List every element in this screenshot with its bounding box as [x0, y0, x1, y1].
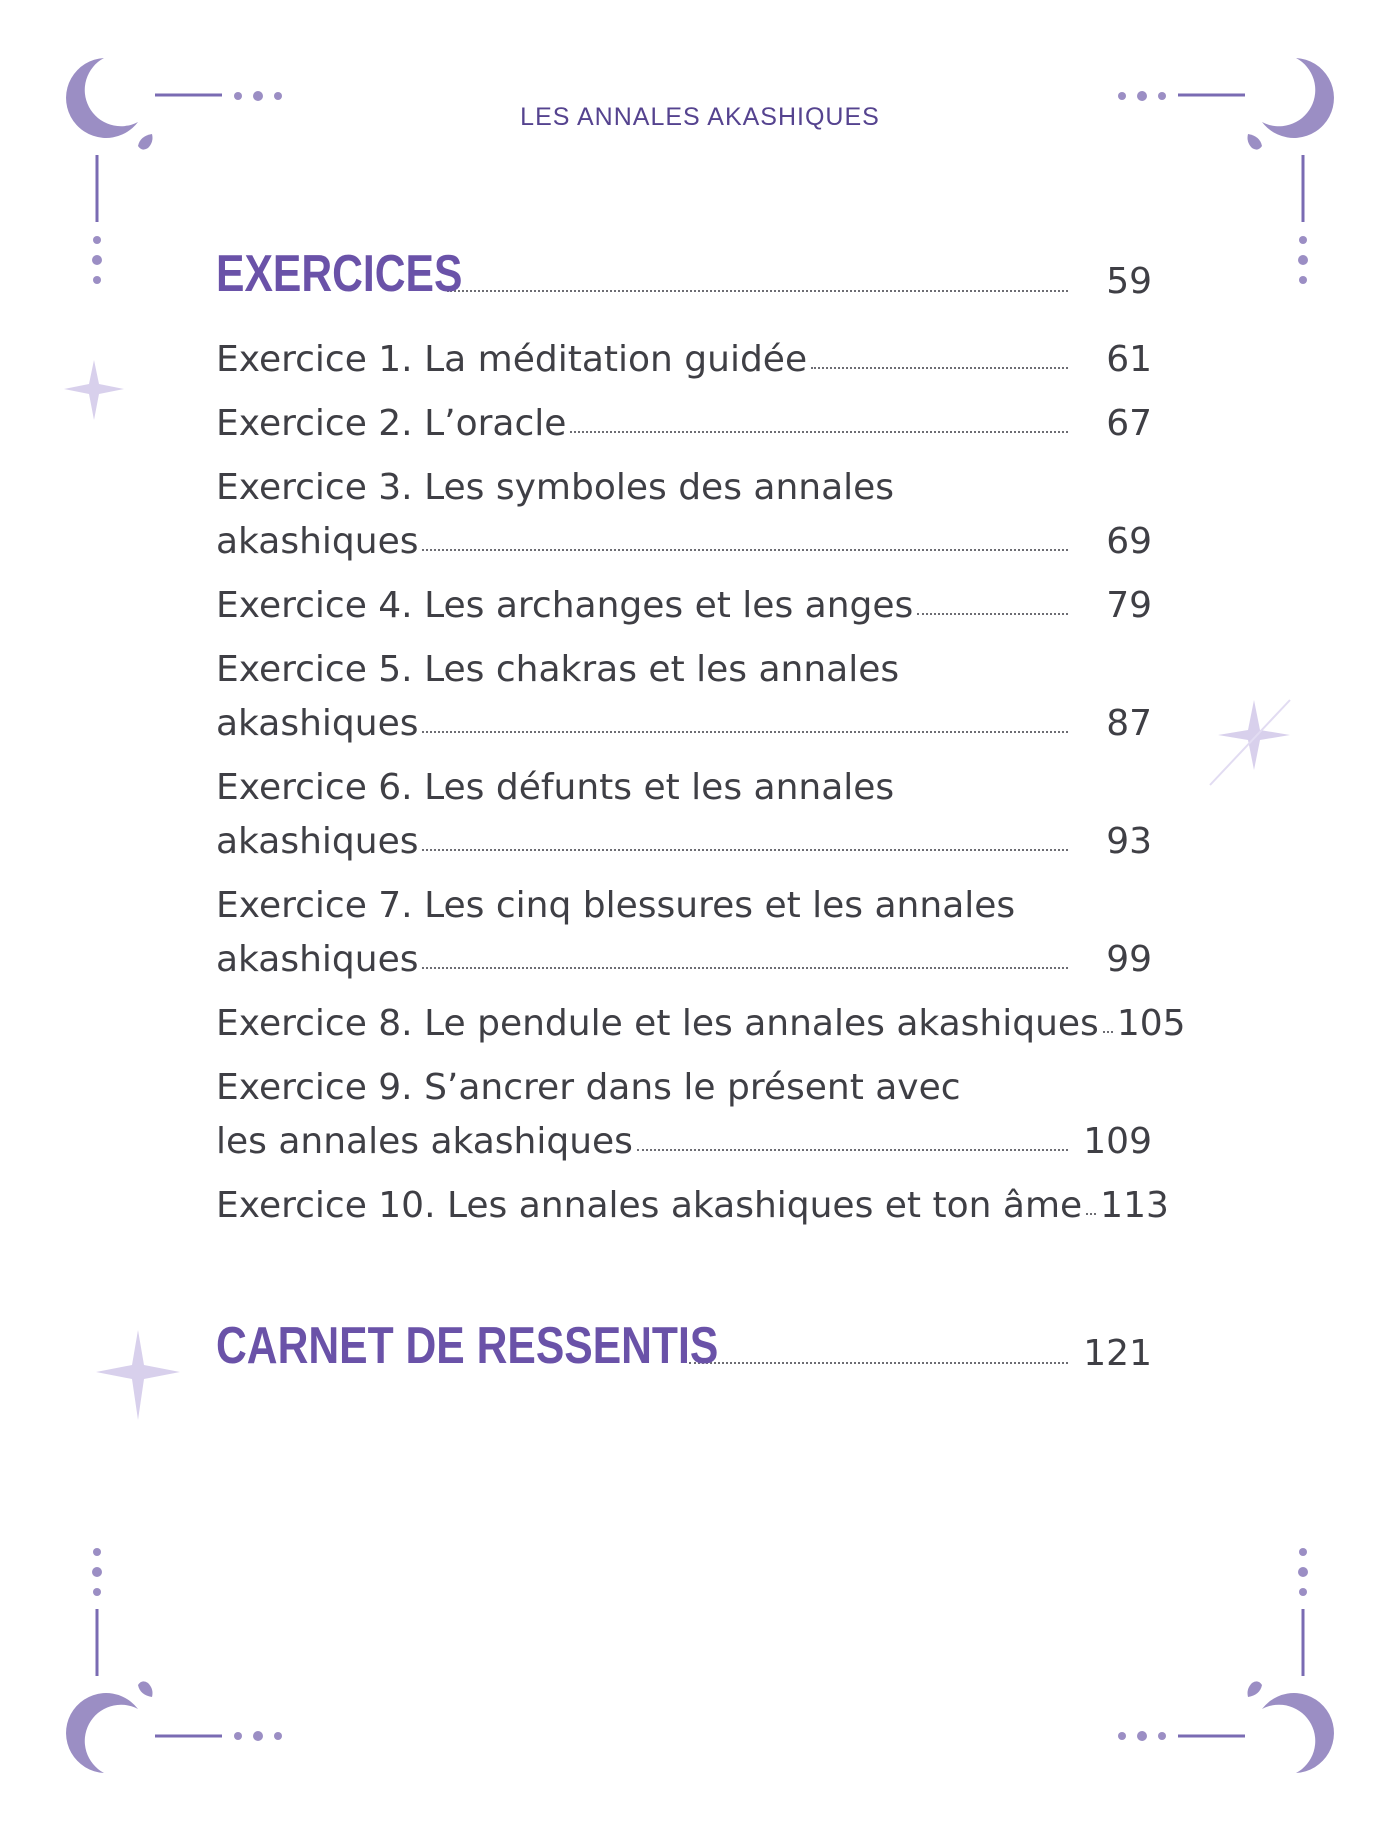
- entry-title: Exercice 2. L’oracle: [216, 403, 567, 444]
- dot-leader: [1103, 1029, 1113, 1033]
- entry-title: Exercice 10. Les annales akashiques et ton âme: [216, 1185, 1083, 1226]
- entry-title: Exercice 8. Le pendule et les annales akashiques: [216, 1003, 1099, 1044]
- entry-title-line-1: Exercice 9. S’ancrer dans le présent avec: [216, 1067, 961, 1108]
- page-number: 109: [1083, 1121, 1152, 1162]
- entry-title-line-2: les annales akashiques: [216, 1121, 633, 1162]
- crescent-moon-icon: [1262, 1693, 1334, 1773]
- section-title: EXERCICES: [216, 245, 463, 303]
- corner-ornament-bottom-right: [1118, 1548, 1334, 1773]
- toc-entry[interactable]: [216, 467, 1152, 562]
- page-number: 93: [1106, 821, 1152, 862]
- dot-leader: [570, 429, 1068, 433]
- page-number: 69: [1106, 521, 1152, 562]
- section-title: CARNET DE RESSENTIS: [216, 1317, 719, 1375]
- dot-leader: [422, 547, 1068, 551]
- running-head: LES ANNALES AKASHIQUES: [520, 103, 880, 131]
- entry-title-line-1: Exercice 5. Les chakras et les annales: [216, 649, 900, 690]
- page-number: 59: [1106, 261, 1152, 302]
- entry-title-line-2: akashiques: [216, 703, 419, 744]
- toc-entry[interactable]: [216, 649, 1152, 744]
- sparkle-icon: [96, 1330, 180, 1420]
- entry-title-line-1: Exercice 3. Les symboles des annales: [216, 467, 895, 508]
- dot-leader: [637, 1147, 1068, 1151]
- toc-entry[interactable]: [216, 767, 1152, 862]
- entry-title: Exercice 1. La méditation guidée: [216, 339, 808, 380]
- entry-title-line-1: Exercice 6. Les défunts et les annales: [216, 767, 895, 808]
- page-number: 67: [1106, 403, 1152, 444]
- entry-title-line-1: Exercice 7. Les cinq blessures et les annales: [216, 885, 1016, 926]
- entry-title-line-2: akashiques: [216, 521, 419, 562]
- page-number: 113: [1100, 1185, 1169, 1226]
- corner-ornament-bottom-left: [66, 1548, 282, 1773]
- entry-title-line-2: akashiques: [216, 939, 419, 980]
- entry-title: Exercice 4. Les archanges et les anges: [216, 585, 914, 626]
- toc-section-exercices[interactable]: [216, 245, 1152, 303]
- toc-entry[interactable]: [216, 339, 1152, 380]
- sparkle-icon: [64, 360, 124, 420]
- dot-leader: [689, 1362, 1068, 1364]
- toc-entry[interactable]: [216, 1003, 1186, 1044]
- dot-leader: [1086, 1211, 1096, 1215]
- toc-entry[interactable]: [216, 403, 1152, 444]
- sparkle-icon: [1210, 700, 1290, 785]
- page-number: 105: [1116, 1003, 1186, 1044]
- page-number: 61: [1106, 339, 1152, 380]
- toc-entry[interactable]: [216, 885, 1152, 980]
- page-number: 87: [1106, 703, 1152, 744]
- dot-leader: [422, 729, 1068, 733]
- dot-leader: [811, 365, 1068, 369]
- dot-leader: [422, 965, 1068, 969]
- drop-icon: [138, 1681, 153, 1697]
- toc-entry[interactable]: [216, 1067, 1152, 1162]
- dot-leader: [447, 290, 1068, 292]
- dot-leader: [917, 611, 1068, 615]
- page-number: 99: [1106, 939, 1152, 980]
- crescent-moon-icon: [66, 1693, 138, 1773]
- page-number: 79: [1106, 585, 1152, 626]
- toc-entry[interactable]: [216, 585, 1152, 626]
- dot-leader: [422, 847, 1068, 851]
- drop-icon: [1248, 134, 1263, 150]
- drop-icon: [138, 134, 153, 150]
- drop-icon: [1248, 1681, 1263, 1697]
- page-number: 121: [1083, 1333, 1152, 1374]
- toc-section-carnet-de-ressentis[interactable]: [216, 1317, 1152, 1375]
- toc-entry[interactable]: [216, 1185, 1169, 1226]
- entry-title-line-2: akashiques: [216, 821, 419, 862]
